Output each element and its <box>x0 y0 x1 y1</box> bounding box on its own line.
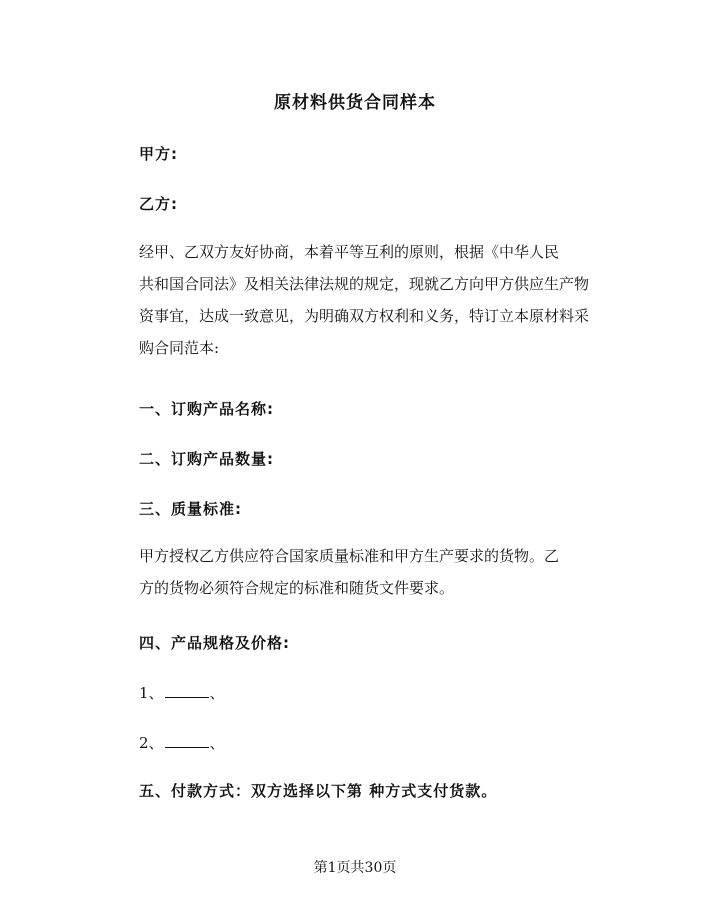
list-item-1 <box>139 682 225 703</box>
section-2-heading: 二、订购产品数量: <box>139 450 274 468</box>
blank-line-2 <box>165 734 209 748</box>
quality-line-1: 甲方授权乙方供应符合国家质量标准和甲方生产要求的货物。乙 <box>139 547 560 565</box>
section-1-heading: 一、订购产品名称: <box>139 400 274 418</box>
party-a-label: 甲方: <box>139 145 178 163</box>
intro-line-4: 购合同范本: <box>139 339 220 357</box>
quality-paragraph <box>139 540 609 604</box>
section-5-heading: 五、付款方式：双方选择以下第 种方式支付货款。 <box>139 782 498 800</box>
list-item-1-number: 1、 <box>139 684 164 702</box>
intro-line-3: 资事宜，达成一致意见，为明确双方权利和义务，特订立本原材料采 <box>139 307 590 325</box>
section-4-heading: 四、产品规格及价格: <box>139 634 290 652</box>
intro-line-1: 经甲、乙双方友好协商，本着平等互利的原则，根据《中华人民 <box>139 243 560 261</box>
document-title: 原材料供货合同样本 <box>274 93 436 113</box>
blank-line-1 <box>165 684 209 698</box>
list-item-1-end: 、 <box>209 684 225 702</box>
intro-paragraph <box>139 236 609 364</box>
quality-line-2: 方的货物必须符合规定的标准和随货文件要求。 <box>139 579 455 597</box>
section-3-heading: 三、质量标准: <box>139 500 242 518</box>
page-number: 第1页共30页 <box>313 860 397 876</box>
list-item-2 <box>139 732 225 753</box>
intro-line-2: 共和国合同法》及相关法律法规的规定，现就乙方向甲方供应生产物 <box>139 275 590 293</box>
party-b-label: 乙方: <box>139 195 178 213</box>
list-item-2-end: 、 <box>209 734 225 752</box>
list-item-2-number: 2、 <box>139 734 164 752</box>
